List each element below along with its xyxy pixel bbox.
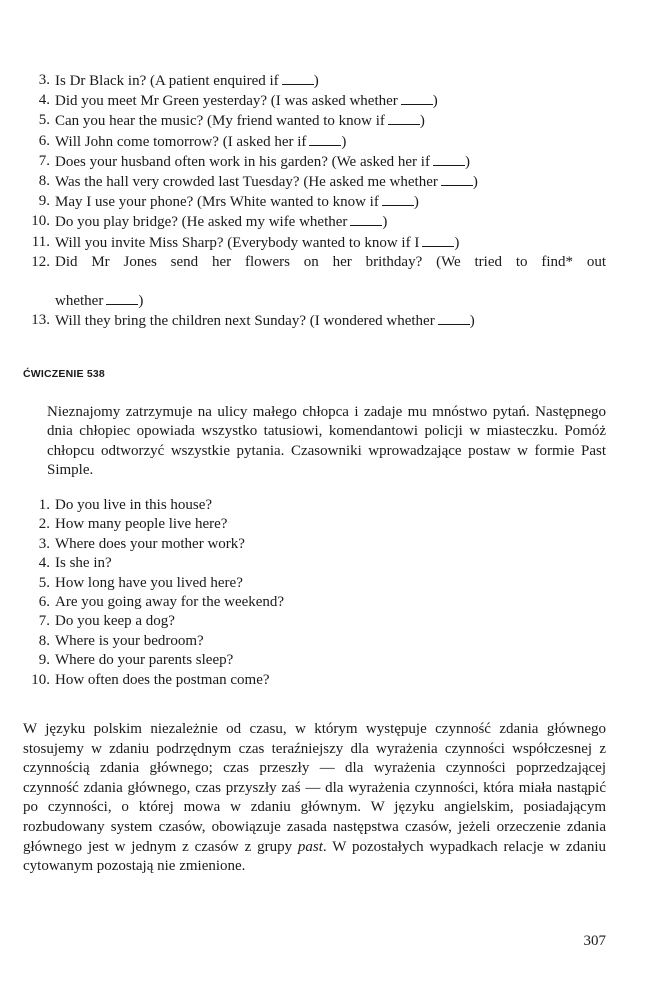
question-text: How many people live here?	[55, 516, 228, 533]
item-text: May I use your phone? (Mrs White wanted to know if	[55, 194, 379, 211]
list-item: 9. Where do your parents sleep?	[0, 651, 400, 670]
question-text: Is she in?	[55, 555, 112, 572]
question-text: Where is your bedroom?	[55, 632, 204, 649]
item-text: Did Mr Jones send her flowers on her brithday? (We tried to find* out	[55, 253, 606, 270]
list-item: 6. Are you going away for the weekend?	[0, 593, 400, 612]
list-item: 12. Did Mr Jones send her flowers on her brithday? (We tried to find* out whether )	[31, 253, 606, 310]
emphasis-past: past	[297, 838, 323, 855]
answer-blank	[401, 91, 433, 105]
list-item: 8. Where is your bedroom?	[0, 632, 400, 651]
list-item: 10. How often does the postman come?	[0, 671, 400, 690]
list-item: 7. Does your husband often work in his garden? (We asked her if )	[38, 152, 470, 170]
exercise-list-previous	[0, 71, 606, 332]
list-item: 3. Where does your mother work?	[0, 535, 400, 554]
item-text: Will they bring the children next Sunday? (I wondered whether	[55, 313, 435, 330]
list-item: 9. May I use your phone? (Mrs White wanted to know if )	[38, 193, 419, 211]
item-text: Will John come tomorrow? (I asked her if	[55, 133, 307, 150]
exercise-heading: ĆWICZENIE 538	[23, 368, 105, 380]
item-text: Will you invite Miss Sharp? (Everybody wanted to know if I	[55, 234, 420, 251]
answer-blank	[282, 71, 314, 85]
item-text: Did you meet Mr Green yesterday? (I was asked whether	[55, 93, 398, 110]
answer-blank	[350, 212, 382, 226]
list-item: 7. Do you keep a dog?	[0, 612, 400, 631]
list-item: 11. Will you invite Miss Sharp? (Everybody wanted to know if I )	[31, 233, 460, 251]
list-item: 5. How long have you lived here?	[0, 574, 400, 593]
question-text: Where does your mother work?	[55, 535, 245, 552]
list-item: 3. Is Dr Black in? (A patient enquired if )	[38, 72, 319, 89]
question-text: How long have you lived here?	[55, 574, 243, 591]
question-text: Do you live in this house?	[55, 497, 213, 513]
answer-blank	[441, 172, 473, 186]
question-text: Do you keep a dog?	[55, 613, 175, 630]
question-text: Are you going away for the weekend?	[55, 594, 285, 611]
list-item: 10. Do you play bridge? (He asked my wife whether )	[31, 213, 388, 231]
answer-blank	[438, 311, 470, 325]
answer-blank	[388, 111, 420, 125]
grammar-note: W języku polskim niezależnie od czasu, w którym występuje czynność zdania głównego stosujemy w zdaniu podrzędnym czas teraźniejszy dla wyrażenia czynności współczesnej z czynnością zdania głównego; czas przeszły — dla wyrażenia czynności poprzedzającej czynność zdania głównego, czas przyszły zaś — dla wyrażenia czynności, która miała nastąpić po czynności, o której mowa w zdaniu głównym. W języku angielskim, posiadającym rozbudowany system czasów, obowiązuje zasada następstwa czasów, jeżeli orzeczenie zdania głównego jest w jednym z czasów z grupy past. W pozostałych wypadkach relacje w zdaniu cytowanym pozostają nie zmienione.	[23, 721, 606, 875]
answer-blank	[433, 152, 465, 166]
list-item: 6. Will John come tomorrow? (I asked her if )	[38, 132, 347, 150]
item-text: Was the hall very crowded last Tuesday? (He asked me whether	[55, 174, 438, 191]
list-item: 5. Can you hear the music? (My friend wanted to know if )	[38, 112, 425, 130]
list-item: 1. Do you live in this house?	[0, 496, 400, 515]
question-text: How often does the postman come?	[55, 671, 270, 688]
answer-blank	[309, 132, 341, 146]
list-item: 13. Will they bring the children next Sunday? (I wondered whether )	[31, 312, 475, 330]
item-text: Can you hear the music? (My friend wanted to know if	[55, 113, 385, 130]
answer-blank	[382, 192, 414, 206]
list-item: 8. Was the hall very crowded last Tuesday? (He asked me whether )	[38, 173, 478, 191]
list-item: 4. Did you meet Mr Green yesterday? (I was asked whether )	[38, 92, 438, 110]
page-number: 307	[583, 933, 606, 949]
question-text: Where do your parents sleep?	[55, 652, 234, 669]
list-item: 4. Is she in?	[0, 554, 400, 573]
question-list	[0, 496, 400, 690]
item-text: Does your husband often work in his garden? (We asked her if	[55, 153, 430, 170]
answer-blank	[422, 233, 454, 247]
list-item: 2. How many people live here?	[0, 515, 400, 534]
item-text: Is Dr Black in? (A patient enquired if	[55, 73, 279, 89]
item-text-continued: whether	[55, 293, 104, 310]
answer-blank	[106, 291, 138, 305]
item-text: Do you play bridge? (He asked my wife whether	[55, 214, 348, 231]
exercise-instruction: Nieznajomy zatrzymuje na ulicy małego chłopca i zadaje mu mnóstwo pytań. Następnego dnia chłopiec opowiada wszystko tatusiowi, komendantowi policji w miasteczku. Pomóż chłopcu odtworzyć wszystkie pytania. Czasowniki wprowadzające postaw w formie Past Simple.	[47, 404, 606, 478]
